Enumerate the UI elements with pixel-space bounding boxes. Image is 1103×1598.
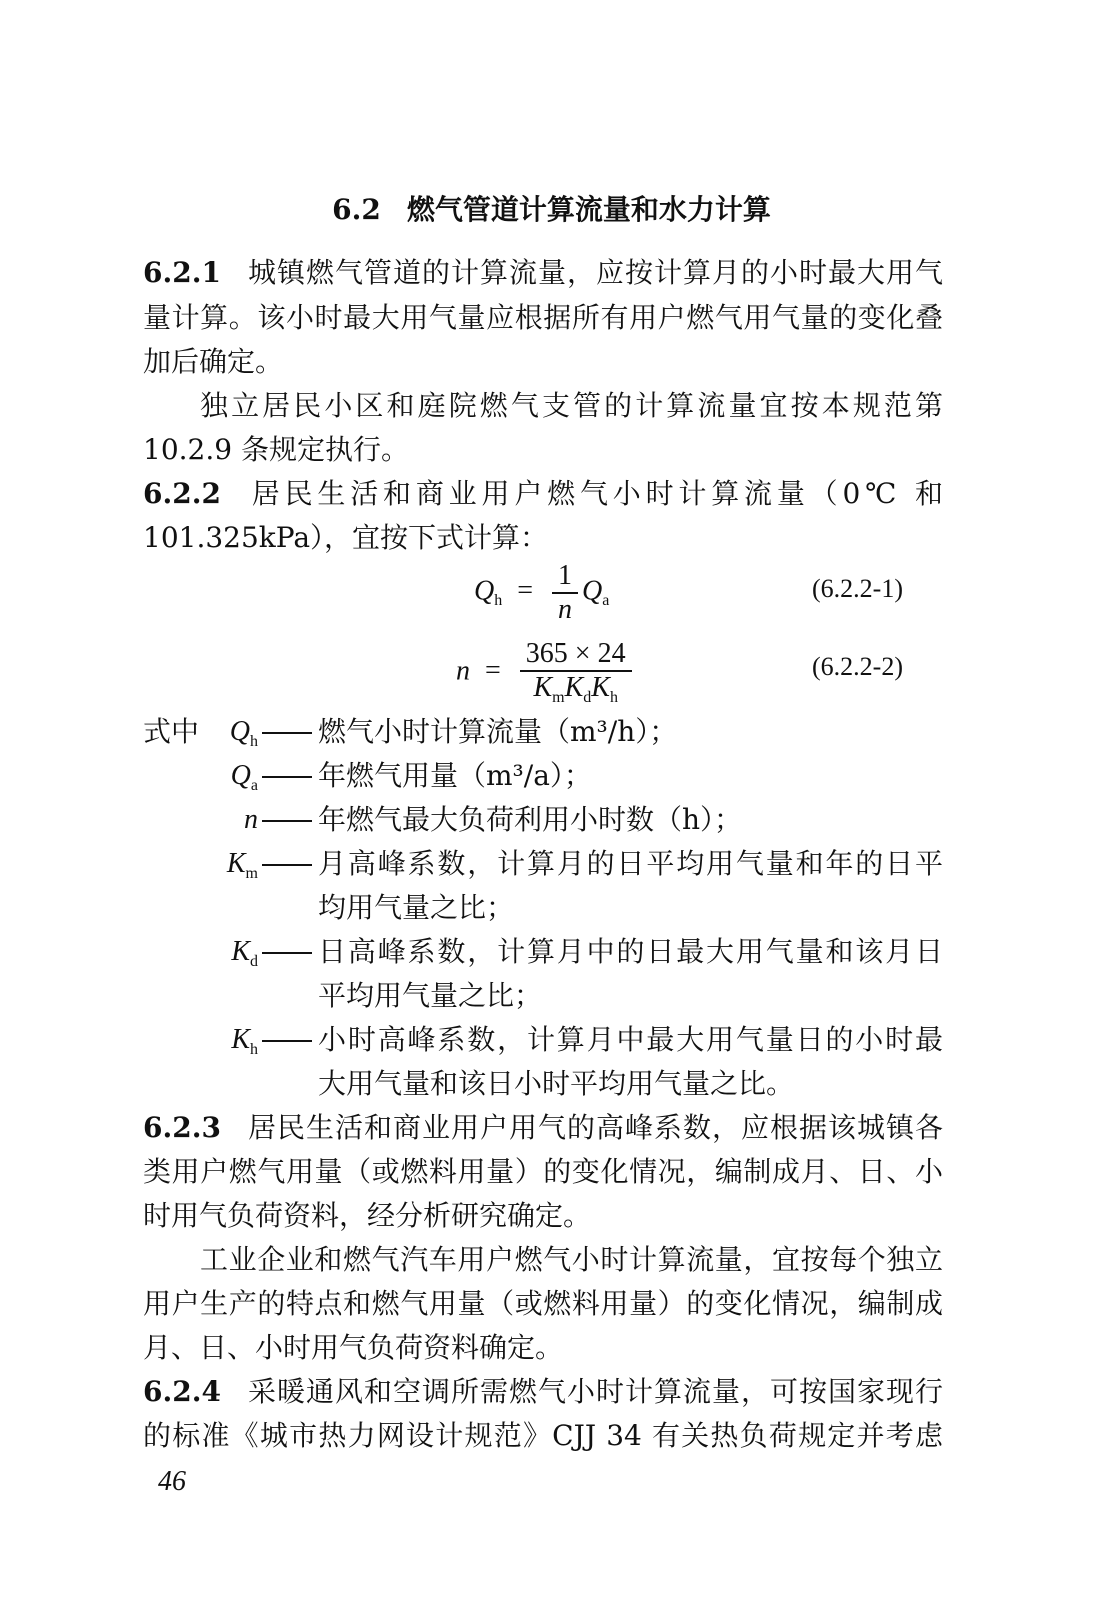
clause-622-line-2: 101.325kPa），宜按下式计算： — [143, 521, 549, 554]
where-row-n: n 年燃气最大负荷利用小时数（h）； — [244, 803, 743, 836]
clause-621-line-2: 量计算。该小时最大用气量应根据所有用户燃气用气量的变化叠 — [143, 301, 943, 334]
clause-623-para2-line-2: 用户生产的特点和燃气用量（或燃料用量）的变化情况，编制成 — [143, 1287, 943, 1320]
fraction: $\frac{1}{n}$ — [552, 560, 578, 626]
where-row-qh: 式中 $Q_h$ 燃气小时计算流量（m³/h）； — [0, 710, 1103, 754]
formula-6221: $Q_h$ = $\frac{1}{n}$ $Q_a$ — [474, 560, 610, 625]
section-title: 燃气管道计算流量和水力计算 — [406, 193, 771, 226]
clause-621-para2-line-2: 10.2.9 条规定执行。 — [143, 433, 409, 466]
clause-624-line-1: 6.2.4 采暖通风和空调所需燃气小时计算流量，可按国家现行 — [143, 1375, 943, 1408]
em-dash — [262, 776, 312, 778]
clause-623-line-2: 类用户燃气用量（或燃料用量）的变化情况，编制成月、日、小 — [143, 1155, 943, 1188]
where-row-qa: $Q_a$ 年燃气用量（m³/a）； — [230, 759, 592, 794]
clause-number: 6.2.2 — [143, 477, 221, 510]
clause-number: 6.2.4 — [143, 1375, 221, 1408]
where-label: 式中 — [143, 715, 200, 748]
fraction: $\frac{365 \times 24}{K_mK_dK_h}$ — [520, 638, 632, 708]
clause-623-para2-line-3: 月、日、小时用气负荷资料确定。 — [143, 1331, 564, 1364]
equation-number-2: (6.2.2-2) — [812, 652, 903, 681]
where-row-kd: $K_d$ 日高峰系数，计算月中的日最大用气量和该月日 — [231, 935, 943, 970]
clause-number: 6.2.3 — [143, 1111, 221, 1144]
clause-624-line-2: 的标准《城市热力网设计规范》CJJ 34 有关热负荷规定并考虑 — [143, 1419, 943, 1452]
em-dash — [262, 1040, 312, 1042]
em-dash — [262, 732, 312, 734]
clause-622-line-1: 6.2.2 居民生活和商业用户燃气小时计算流量（0℃ 和 — [143, 477, 943, 510]
clause-621-line-3: 加后确定。 — [143, 345, 284, 378]
formula-6222: n = $\frac{365 \times 24}{K_mK_dK_h}$ — [456, 638, 636, 708]
clause-number: 6.2.1 — [143, 256, 221, 289]
clause-623-para2-line-1: 工业企业和燃气汽车用户燃气小时计算流量，宜按每个独立 — [200, 1243, 943, 1276]
document-page: 6.2 燃气管道计算流量和水力计算 6.2.1 城镇燃气管道的计算流量，应按计算月的小时最大用气 量计算。该小时最大用气量应根据所有用户燃气用气量的变化叠 加后确定。 独立居民小区和庭院燃气支管的计算流量宜按本规范第 10.2.9 条规定执行。 6.2.2 居民生活和商业用户燃气小时计算流量（0℃ 和 101.325kPa），宜按下式计算： $Q_h$ = $\frac{1}{n}$ $Q_a$ (6.2.2-1) n = $\frac{365 \times 24}{K_mK_dK_h}$ (6.2.2-2) 式中 $Q_h$ 燃气小时计算流量（m³/h）； $Q_a$ 年燃气用量（m³/a）； n 年燃气最大负荷利用小时数（h）； $K_m$ 月高峰系数，计算月的日平均用气量和年的日平 均用气量之比； $K_d$ 日高峰系数，计算月中的日最大用气量和该月日 平均用气量之比； $K_h$ 小时高峰系数，计算月中最大用气量日的小时最 大用气量和该日小时平均用气量之比。 6.2.3 居民生活和商业用户用气的高峰系数，应根据该城镇各 类用户燃气用量（或燃料用量）的变化情况，编制成月、日、小 时用气负荷资料，经分析研究确定。 工业企业和燃气汽车用户燃气小时计算流量，宜按每个独立 用户生产的特点和燃气用量（或燃料用量）的变化情况，编制成 月、日、小时用气负荷资料确定。 6.2.4 采暖通风和空调所需燃气小时计算流量，可按国家现行 的标准《城市热力网设计规范》CJJ 34 有关热负荷规定并考虑 46 — [0, 0, 1103, 1598]
em-dash — [262, 952, 312, 954]
em-dash — [262, 820, 312, 822]
section-heading — [0, 190, 1103, 230]
page-number: 46 — [158, 1466, 186, 1497]
section-number: 6.2 — [332, 193, 381, 226]
clause-621-line-1: 6.2.1 城镇燃气管道的计算流量，应按计算月的小时最大用气 — [143, 256, 943, 289]
clause-623-line-3: 时用气负荷资料，经分析研究确定。 — [143, 1199, 592, 1232]
em-dash — [262, 864, 312, 866]
where-row-km: $K_m$ 月高峰系数，计算月的日平均用气量和年的日平 — [226, 847, 943, 882]
clause-621-para2-line-1: 独立居民小区和庭院燃气支管的计算流量宜按本规范第 — [200, 389, 943, 422]
equation-number-1: (6.2.2-1) — [812, 574, 903, 603]
where-row-kh: $K_h$ 小时高峰系数，计算月中最大用气量日的小时最 — [231, 1023, 943, 1058]
clause-623-line-1: 6.2.3 居民生活和商业用户用气的高峰系数，应根据该城镇各 — [143, 1111, 943, 1144]
